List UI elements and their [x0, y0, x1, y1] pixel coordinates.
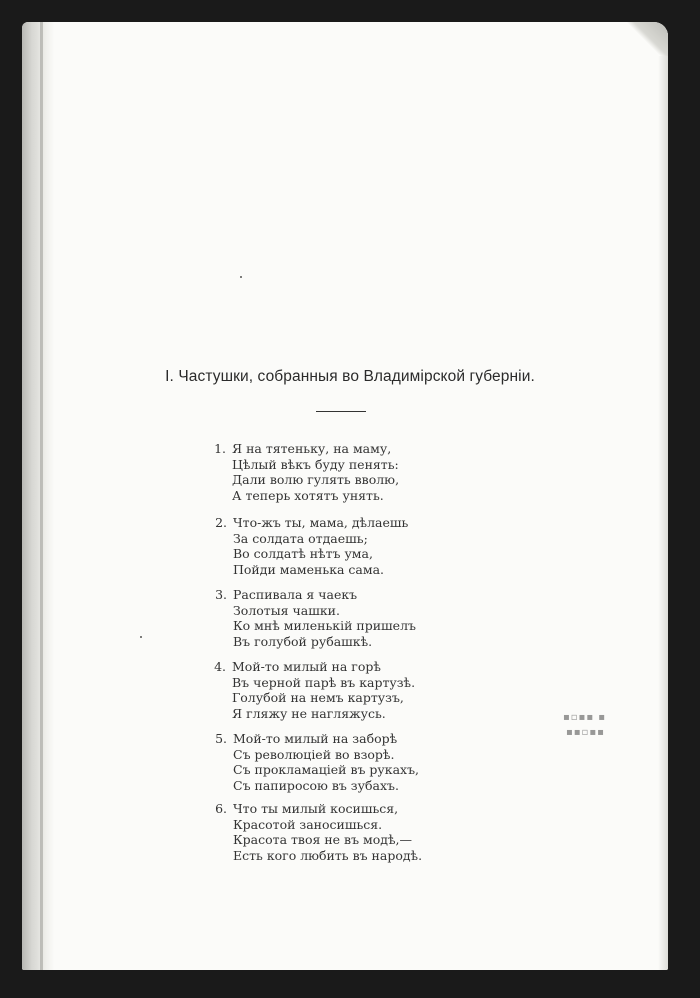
verse-line: Я гляжу не нагляжусь.: [232, 705, 386, 721]
verse-line: Пойди маменька сама.: [233, 561, 385, 577]
verse-number: 2.: [215, 515, 227, 530]
verse: [206, 801, 422, 863]
verse: [205, 659, 415, 721]
heading-rule: [316, 411, 366, 412]
bleed-through-smudge: ▪▪▫▪▪: [566, 727, 605, 738]
verse-line: 3. Распивала я чаекъ: [206, 587, 416, 603]
section-heading: I. Частушки, собранныя во Владимірской губерніи.: [165, 368, 535, 385]
verse-line: Съ революціей во взорѣ.: [233, 746, 395, 762]
verse-line: Въ голубой рубашкѣ.: [233, 633, 373, 649]
page-corner-fold: [626, 22, 668, 56]
verse-line: Красотой заносишься.: [233, 816, 383, 832]
verse-number: 1.: [214, 441, 226, 456]
verse-line: Съ прокламаціей въ рукахъ,: [233, 762, 420, 777]
verse-line: Съ папиросою въ зубахъ.: [233, 777, 399, 793]
verse-number: 4.: [214, 659, 226, 674]
verse-line: 4. Мой-то милый на горѣ: [205, 659, 415, 675]
verse-number: 5.: [215, 731, 227, 746]
verse-line: Въ черной парѣ въ картузѣ.: [232, 674, 416, 690]
gutter-shadow: [40, 22, 43, 970]
verse-number: 3.: [215, 587, 227, 602]
page-right-edge: [658, 22, 668, 970]
verse-number: 6.: [215, 801, 227, 816]
verse-line: 5. Мой-то милый на заборѣ: [206, 731, 419, 747]
verse-line: За солдата отдаешь;: [233, 530, 368, 546]
verse-line: Золотыя чашки.: [233, 602, 340, 618]
verse-line: Во солдатѣ нѣтъ ума,: [233, 546, 373, 561]
verse-line: Голубой на немъ картузъ,: [232, 690, 404, 705]
verse-line: Дали волю гулять вволю,: [232, 472, 400, 487]
verse-line: Цѣлый вѣкъ буду пенять:: [232, 456, 399, 472]
verse: [205, 441, 399, 503]
verse-line: Красота твоя не въ модѣ,—: [233, 832, 412, 847]
ink-speck: [140, 636, 142, 638]
verse-line: А теперь хотятъ унять.: [232, 487, 384, 503]
verse-line: 6. Что ты милый косишься,: [206, 801, 422, 817]
verse: [206, 587, 416, 649]
verse-line: 1. Я на тятеньку, на маму,: [205, 441, 399, 457]
page-gutter: [22, 22, 54, 970]
verse: [206, 731, 419, 793]
ink-speck: [240, 276, 242, 278]
verse-line: 2. Что-жъ ты, мама, дѣлаешь: [206, 515, 408, 531]
verse-line: Есть кого любить въ народѣ.: [233, 847, 423, 863]
bleed-through-smudge: ▪▫▪▪ ▪: [563, 712, 607, 723]
verse-line: Ко мнѣ миленькій пришелъ: [233, 618, 416, 633]
verse: [206, 515, 408, 577]
